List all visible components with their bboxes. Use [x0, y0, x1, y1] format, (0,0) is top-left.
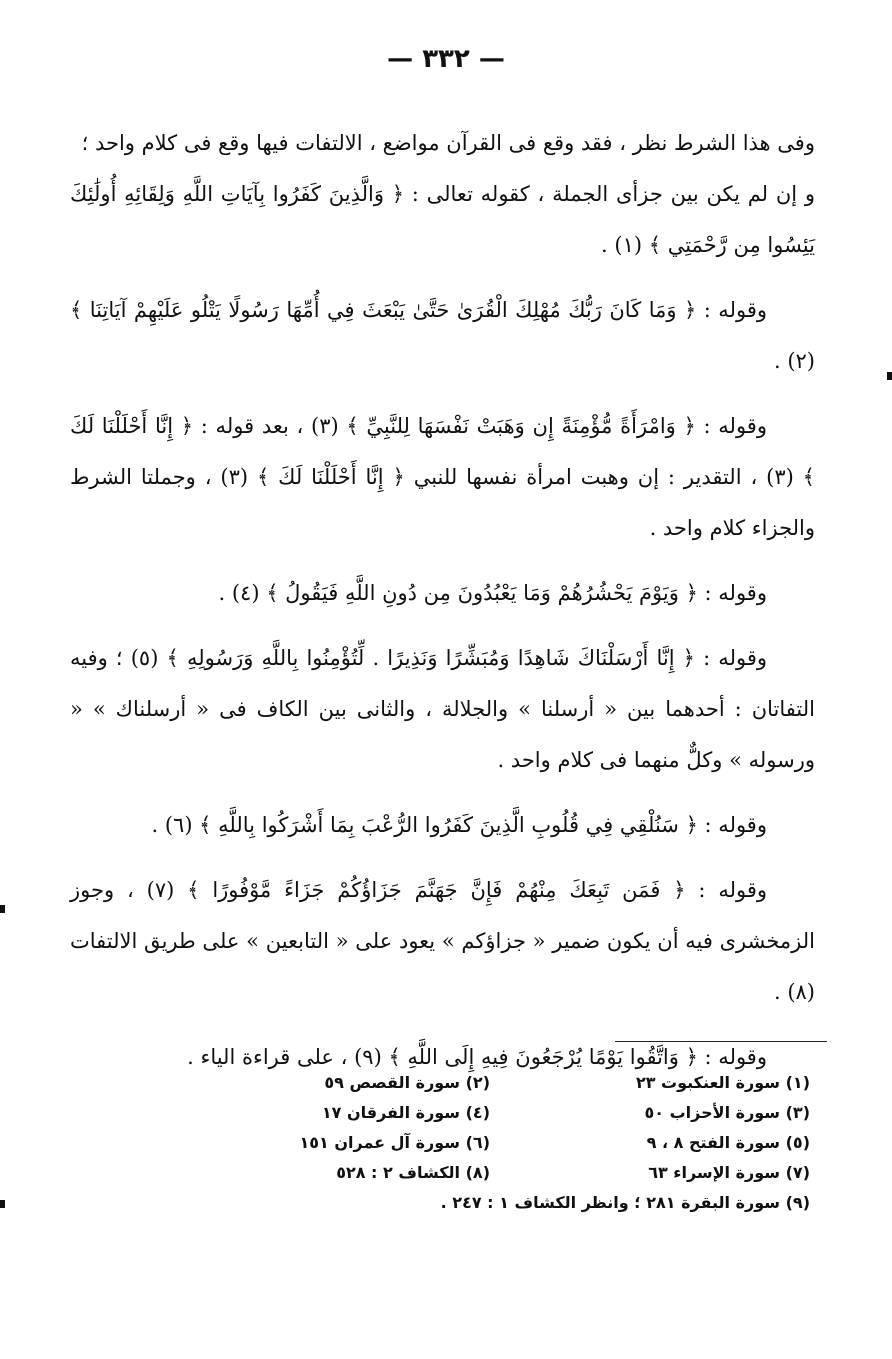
paragraph-8: وقوله : ﴿ فَمَن تَبِعَكَ مِنْهُمْ فَإِنَّ جَهَنَّمَ جَزَاؤُكُمْ جَزَاءً مَّوْفُورًا ﴾ (٧) ، وجوز الزمخشرى فيه أن يكون ضمير « جزاؤكم » يعود على « التابعين » على طريق الالتفات (٨) .	[70, 878, 815, 1004]
footnote-4: (٤) سورة الفرقان ١٧	[321, 1103, 490, 1122]
paragraph-1: وفى هذا الشرط نظر ، فقد وقع فى القرآن مواضع ، الالتفات فيها وقع فى كلام واحد ؛	[81, 131, 815, 155]
footnote-6: (٦) سورة آل عمران ١٥١	[299, 1133, 490, 1152]
margin-mark	[0, 1200, 5, 1208]
footnote-7: (٧) سورة الإسراء ٦٣	[648, 1163, 810, 1182]
footnote-2: (٢) سورة القصص ٥٩	[324, 1073, 490, 1092]
paragraph-5: وقوله : ﴿ وَيَوْمَ يَحْشُرُهُمْ وَمَا يَعْبُدُونَ مِن دُونِ اللَّهِ فَيَقُولُ ﴾ (٤) .	[218, 581, 767, 605]
paragraph-3: وقوله : ﴿ وَمَا كَانَ رَبُّكَ مُهْلِكَ الْقُرَىٰ حَتَّىٰ يَبْعَثَ فِي أُمِّهَا رَسُولًا يَتْلُو عَلَيْهِمْ آيَاتِنَا ﴾ (٢) .	[70, 298, 815, 373]
body-text	[70, 118, 815, 1097]
footnote-1: (١) سورة العنكبوت ٢٣	[635, 1073, 810, 1092]
footnote-3: (٣) سورة الأحزاب ٥٠	[644, 1103, 810, 1122]
margin-mark	[887, 372, 892, 380]
footnote-5: (٥) سورة الفتح ٨ ، ٩	[646, 1133, 810, 1152]
paragraph-7: وقوله : ﴿ سَنُلْقِي فِي قُلُوبِ الَّذِينَ كَفَرُوا الرُّعْبَ بِمَا أَشْرَكُوا بِاللَّهِ ﴾ (٦) .	[151, 813, 767, 837]
footnote-9: (٩) سورة البقرة ٢٨١ ؛ وانظر الكشاف ١ : ٢٤٧ .	[440, 1193, 810, 1212]
paragraph-9: وقوله : ﴿ وَاتَّقُوا يَوْمًا يُرْجَعُونَ فِيهِ إِلَى اللَّهِ ﴾ (٩) ، على قراءة الياء .	[187, 1045, 767, 1069]
paragraph-6: وقوله : ﴿ إِنَّا أَرْسَلْنَاكَ شَاهِدًا وَمُبَشِّرًا وَنَذِيرًا . لِّتُؤْمِنُوا بِاللَّهِ وَرَسُولِهِ ﴾ (٥) ؛ وفيه التفاتان : أحدهما بين « أرسلنا » والجلالة ، والثانى بين الكاف فى « أرسلناك » « ورسوله » وكلٌّ منهما فى كلام واحد .	[70, 646, 815, 772]
footnote-8: (٨) الكشاف ٢ : ٥٢٨	[336, 1163, 490, 1182]
page-number: — ٣٣٢ —	[387, 44, 505, 74]
footnotes	[210, 1070, 810, 1216]
paragraph-2: و إن لم يكن بين جزأى الجملة ، كقوله تعالى : ﴿ وَالَّذِينَ كَفَرُوا بِآيَاتِ اللَّهِ وَلِقَائِهِ أُولَٰئِكَ يَئِسُوا مِن رَّحْمَتِي ﴾ (١) .	[70, 182, 815, 257]
paragraph-4: وقوله : ﴿ وَامْرَأَةً مُّؤْمِنَةً إِن وَهَبَتْ نَفْسَهَا لِلنَّبِيِّ ﴾ (٣) ، بعد قوله : ﴿ إِنَّا أَحْلَلْنَا لَكَ ﴾ (٣) ، التقدير : إن وهبت امرأة نفسها للنبي ﴿ إِنَّا أَحْلَلْنَا لَكَ ﴾ (٣) ، وجملتا الشرط والجزاء كلام واحد .	[70, 414, 815, 540]
margin-mark	[0, 905, 5, 913]
footnote-separator	[615, 1041, 827, 1042]
